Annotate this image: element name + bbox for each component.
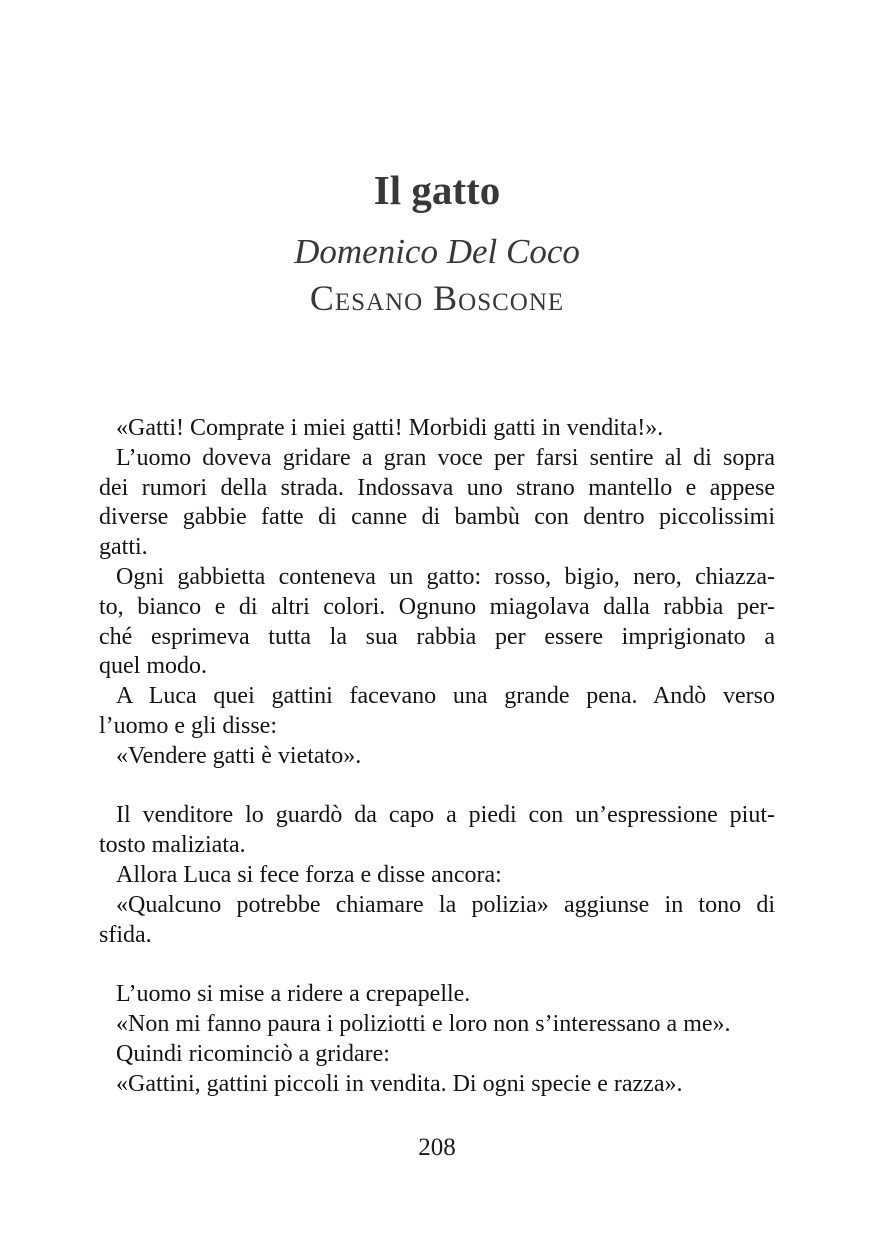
story-location: Cesano Boscone xyxy=(309,278,565,318)
text-line: «Gattini, gattini piccoli in vendita. Di ogni specie e razza». xyxy=(116,1070,683,1097)
text-line: Quindi ricominciò a gridare: xyxy=(116,1040,390,1067)
text-line: «Vendere gatti è vietato». xyxy=(116,742,362,769)
text-line: L’uomo si mise a ridere a crepapelle. xyxy=(116,981,471,1008)
text-line: L’uomo doveva gridare a gran voce per farsi sentire al di sopra xyxy=(116,444,775,471)
text-line: Ogni gabbietta conteneva un gatto: rosso, bigio, nero, chiazza- xyxy=(116,563,775,590)
text-line: quel modo. xyxy=(99,653,207,680)
body-text xyxy=(99,414,775,1099)
story-author: Domenico Del Coco xyxy=(294,232,580,271)
story-title: Il gatto xyxy=(373,167,501,213)
text-line: sfida. xyxy=(99,921,152,948)
text-line: dei rumori della strada. Indossava uno strano mantello e appese xyxy=(99,474,775,501)
blank-line xyxy=(99,950,775,980)
text-line: l’uomo e gli disse: xyxy=(99,712,277,739)
text-line: «Non mi fanno paura i poliziotti e loro non s’interessano a me». xyxy=(116,1010,731,1037)
text-line: «Gatti! Comprate i miei gatti! Morbidi gatti in vendita!». xyxy=(116,415,664,441)
page-number: 208 xyxy=(418,1134,456,1161)
text-line: «Qualcuno potrebbe chiamare la polizia» aggiunse in tono di xyxy=(116,891,775,918)
text-line: diverse gabbie fatte di canne di bambù con dentro piccolissimi xyxy=(99,504,775,531)
text-line: gatti. xyxy=(99,534,148,561)
text-line: ché esprimeva tutta la sua rabbia per essere imprigionato a xyxy=(99,623,775,650)
text-line: A Luca quei gattini facevano una grande pena. Andò verso xyxy=(116,683,775,710)
blank-line xyxy=(99,772,775,802)
text-line: tosto maliziata. xyxy=(99,832,246,859)
text-line: Allora Luca si fece forza e disse ancora: xyxy=(116,861,502,888)
text-line: Il venditore lo guardò da capo a piedi con un’espressione piut- xyxy=(116,802,775,829)
text-line: to, bianco e di altri colori. Ognuno miagolava dalla rabbia per- xyxy=(99,593,775,620)
